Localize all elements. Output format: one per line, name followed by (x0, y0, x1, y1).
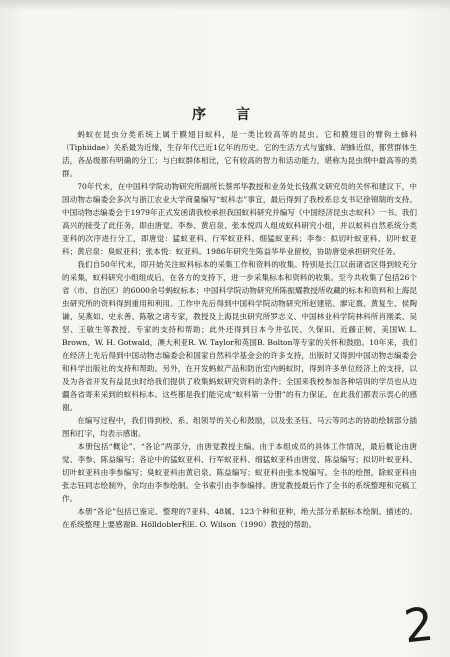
paragraph-5: 本册包括“概论”、“各论”两部分，由唐觉教授主编。由于本组成员的具体工作情况，最后概论由唐觉、李参、陈益编写；各论中的猛蚁亚科、行军蚁亚科、细猛蚁亚科由唐觉、陈益编写；拟切叶蚁亚科、切叶蚁亚科由李参编写；臭蚁亚科由黄启泉、陈益编写；蚁亚科由张本悦编写。全书的绘图，除蚁亚科由张志钰同志绘制外，余均由李参绘制。全书索引由李参编排。唐觉教授最后作了全书的系统整理和完稿工作。 (62, 442, 417, 503)
preface-body (62, 128, 417, 531)
handwritten-page-number: 2 (401, 596, 437, 654)
page-title: 序 言 (192, 107, 258, 123)
paragraph-1: 蚂蚁在昆虫分类系统上属于膜翅目蚁科，是一类比较高等的昆虫。它和膜翅目的臂钩土蜂科（Tiphiidae）关系最为近缘，生存年代已近1亿年的历史。它的生活方式与蜜蜂、胡蜂近似，都营群体生活，各品级都有明确的分工；与白蚁群体相比，它有较高的智力和活动能力，堪称为昆虫纲中最高等的类群。 (62, 130, 417, 178)
paragraph-6: 本册“各论”包括已鉴定、整理的7亚科、48属、123个种和亚种，绝大部分系据标本绘制、描述的。在系统整理上要感谢B. Hölldobler和E. O. Wilson（1990）教授的帮助。 (62, 507, 417, 529)
paragraph-4: 在编写过程中，我们得到校、系、组领导的关心和鼓励，以及张圣钰、马云等同志的协助绘制部分插图和打字，均表示感谢。 (62, 416, 417, 438)
paragraph-3: 我们自50年代末，即开始关注蚁科标本的采集工作和资料的收集。特别是长江以南诸省区得到较充分的采集，蚁科研究小组组成后，在各方的支持下，进一步采集标本和资料的收集。至今共收集了包括26个省（市、自治区）的6000余号蚂蚁标本；中国科学院动物研究所陈振耀教授所收藏的标本和资料和上海昆虫研究所的资料得到重用和利用。工作中先后得到中国科学院动物研究所赵建铭、廖定熹、黄复生、侯陶谦、吴燕如、史永善、陈敬之诸专家，教授及上海昆虫研究所罗志义、中国林业科学院林科所肖刚柔、吴坚、王敏生等教授、专家的支持和帮助；此外还得到日本今井弘民、久保田、近藤正树，美国W. L. Brown、W. H. Gotwald，澳大利亚R. W. Taylor和英国B. Bolton等专家的关怀和鼓励。10年来，我们在经济上先后得到中国动物志编委会和国家自然科学基金会的许多支持，出版时又得到中国动物志编委会和科学出版社的支持和帮助。另外，在开发蚂蚁产品和防治室内蚂蚁时，得到许多单位经济上的支持，以及为各省开发有益昆虫时给我们提供了收集蚂蚁研究资料的条件；全国来我校参加各种培训的学员也从边疆各省寄来采到的蚁科标本。这些都是我们能完成“蚁科第一分册”的有力保证。在此我们都表示衷心的感谢。 (62, 260, 417, 412)
paragraph-2: 70年代末，在中国科学院动物研究所副所长蔡邦华教授和业务处长钱燕文研究员的关怀和建议下，中国动物志编委会多次与浙江农业大学商量编写“蚁科志”事宜，最后得到了我校系总支书记徐锦瑞的支持。中国动物志编委会于1979年正式发函请我校承担我国蚁科研究并编写《中国经济昆虫志蚁科》一书。我们高兴的接受了此任务，即由唐觉、李参、黄启泉、张本悦四人组成蚁科研究小组，并以蚁科自然系统分类亚科的次序进行分工，即唐觉：猛蚁亚科、行军蚁亚科、细猛蚁亚科；李参：拟切叶蚁亚科、切叶蚁亚科；黄启泉：臭蚁亚科；张本悦：蚁亚科。1986年研究生陈益华毕业留校，协助唐觉承担研究任务。 (62, 182, 417, 256)
scan-edge (0, 0, 450, 10)
